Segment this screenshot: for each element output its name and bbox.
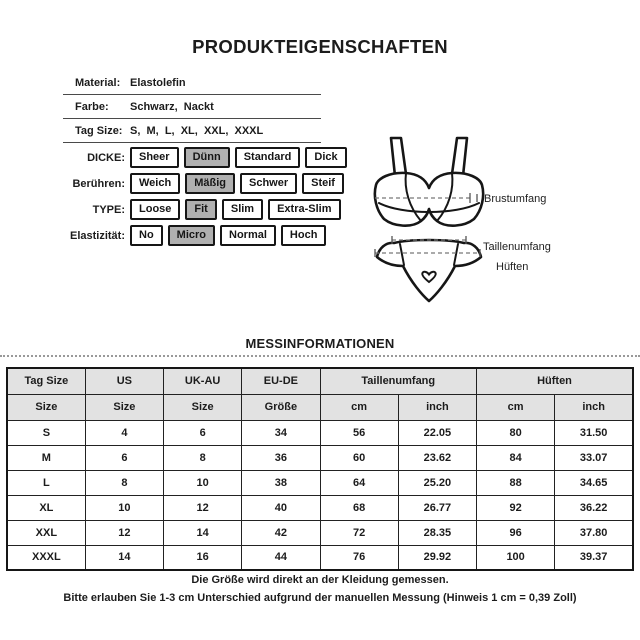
size-cell: 26.77 (398, 495, 476, 520)
size-cell: L (7, 470, 85, 495)
spec-label: Tag Size: (75, 124, 123, 137)
attribute-row (0, 147, 347, 168)
size-cell: 25.20 (398, 470, 476, 495)
size-cell: 10 (164, 470, 242, 495)
attribute-row (0, 199, 347, 220)
column-header: US (85, 368, 163, 394)
size-cell: 36 (242, 445, 320, 470)
size-cell: 34 (242, 420, 320, 445)
size-cell: 14 (164, 520, 242, 545)
size-cell: 28.35 (398, 520, 476, 545)
table-header-row-1 (7, 368, 633, 394)
option-steif[interactable]: Steif (302, 173, 344, 194)
bra-left-strap (391, 138, 406, 176)
size-cell: 88 (477, 470, 555, 495)
spec-label: Material: (75, 76, 121, 89)
option-normal[interactable]: Normal (220, 225, 276, 246)
column-header: Tag Size (7, 368, 85, 394)
size-cell: 92 (477, 495, 555, 520)
option-dick[interactable]: Dick (305, 147, 346, 168)
attribute-label: Elastizität: (69, 229, 125, 242)
attribute-label: TYPE: (92, 203, 125, 216)
size-cell: 23.62 (398, 445, 476, 470)
option-schwer[interactable]: Schwer (240, 173, 297, 194)
size-cell: 4 (85, 420, 163, 445)
size-cell: 84 (477, 445, 555, 470)
option-mäßig[interactable]: Mäßig (185, 173, 235, 194)
column-subheader: Größe (242, 394, 320, 420)
size-cell: 40 (242, 495, 320, 520)
spec-row (63, 119, 321, 143)
spec-row (63, 71, 321, 95)
panties-body (377, 240, 481, 301)
attribute-row (0, 225, 347, 246)
column-subheader: Size (7, 394, 85, 420)
column-header: EU-DE (242, 368, 320, 394)
size-cell: 6 (164, 420, 242, 445)
spec-list (63, 71, 321, 143)
page-title: PRODUKTEIGENSCHAFTEN (192, 36, 448, 57)
option-loose[interactable]: Loose (130, 199, 180, 220)
size-cell: 29.92 (398, 545, 476, 570)
table-header-row-2 (7, 394, 633, 420)
dotted-divider (0, 355, 640, 357)
size-cell: 56 (320, 420, 398, 445)
size-cell: XL (7, 495, 85, 520)
bust-label: Brustumfang (484, 193, 547, 205)
size-row-xxl (7, 520, 633, 545)
column-header: UK-AU (164, 368, 242, 394)
size-cell: 39.37 (555, 545, 633, 570)
size-cell: 31.50 (555, 420, 633, 445)
spec-row (63, 95, 321, 119)
size-cell: 38 (242, 470, 320, 495)
size-cell: 8 (85, 470, 163, 495)
spec-value: Elastolefin (130, 76, 186, 89)
column-subheader: Size (164, 394, 242, 420)
column-subheader: Size (85, 394, 163, 420)
option-hoch[interactable]: Hoch (281, 225, 327, 246)
size-cell: 6 (85, 445, 163, 470)
option-weich[interactable]: Weich (130, 173, 180, 194)
column-subheader: cm (477, 394, 555, 420)
size-cell: 33.07 (555, 445, 633, 470)
option-slim[interactable]: Slim (222, 199, 263, 220)
size-cell: 100 (477, 545, 555, 570)
option-standard[interactable]: Standard (235, 147, 301, 168)
option-extra-slim[interactable]: Extra-Slim (268, 199, 340, 220)
column-subheader: cm (320, 394, 398, 420)
column-subheader: inch (398, 394, 476, 420)
size-cell: 68 (320, 495, 398, 520)
attribute-row (0, 173, 347, 194)
size-cell: 72 (320, 520, 398, 545)
size-cell: M (7, 445, 85, 470)
size-cell: 8 (164, 445, 242, 470)
size-cell: 12 (164, 495, 242, 520)
size-cell: 34.65 (555, 470, 633, 495)
attribute-label: DICKE: (87, 151, 125, 164)
size-cell: 42 (242, 520, 320, 545)
size-row-xl (7, 495, 633, 520)
size-cell: 96 (477, 520, 555, 545)
size-cell: 80 (477, 420, 555, 445)
spec-value: Schwarz, Nackt (130, 100, 214, 113)
column-subheader: inch (555, 394, 633, 420)
hip-label: Hüften (496, 261, 529, 273)
footer-note-1: Die Größe wird direkt an der Kleidung gemessen. (191, 574, 449, 586)
size-cell: 22.05 (398, 420, 476, 445)
option-sheer[interactable]: Sheer (130, 147, 179, 168)
bra-right-strap (452, 138, 467, 176)
option-micro[interactable]: Micro (168, 225, 215, 246)
spec-value: S, M, L, XL, XXL, XXXL (130, 124, 264, 137)
size-table (6, 367, 634, 571)
option-dünn[interactable]: Dünn (184, 147, 230, 168)
garment-diagram (370, 135, 580, 315)
attribute-list (0, 147, 347, 251)
size-cell: 64 (320, 470, 398, 495)
size-cell: 14 (85, 545, 163, 570)
size-cell: 16 (164, 545, 242, 570)
size-table-head (7, 368, 633, 420)
size-cell: XXXL (7, 545, 85, 570)
size-cell: 37.80 (555, 520, 633, 545)
option-fit[interactable]: Fit (185, 199, 216, 220)
column-header: Hüften (477, 368, 634, 394)
size-cell: 10 (85, 495, 163, 520)
bra-body (375, 173, 483, 226)
option-no[interactable]: No (130, 225, 163, 246)
size-cell: 44 (242, 545, 320, 570)
size-cell: 60 (320, 445, 398, 470)
size-cell: S (7, 420, 85, 445)
measure-section-title: MESSINFORMATIONEN (245, 336, 395, 351)
size-cell: 12 (85, 520, 163, 545)
size-row-l (7, 470, 633, 495)
size-row-s (7, 420, 633, 445)
size-cell: 76 (320, 545, 398, 570)
spec-label: Farbe: (75, 100, 109, 113)
attribute-label: Berühren: (72, 177, 125, 190)
footer-note-2: Bitte erlauben Sie 1-3 cm Unterschied aufgrund der manuellen Messung (Hinweis 1 cm = 0,39 Zoll) (63, 592, 577, 604)
size-table-body (7, 420, 633, 570)
waist-label: Taillenumfang (483, 241, 551, 253)
size-cell: 36.22 (555, 495, 633, 520)
column-header: Taillenumfang (320, 368, 477, 394)
size-row-xxxl (7, 545, 633, 570)
size-row-m (7, 445, 633, 470)
size-cell: XXL (7, 520, 85, 545)
